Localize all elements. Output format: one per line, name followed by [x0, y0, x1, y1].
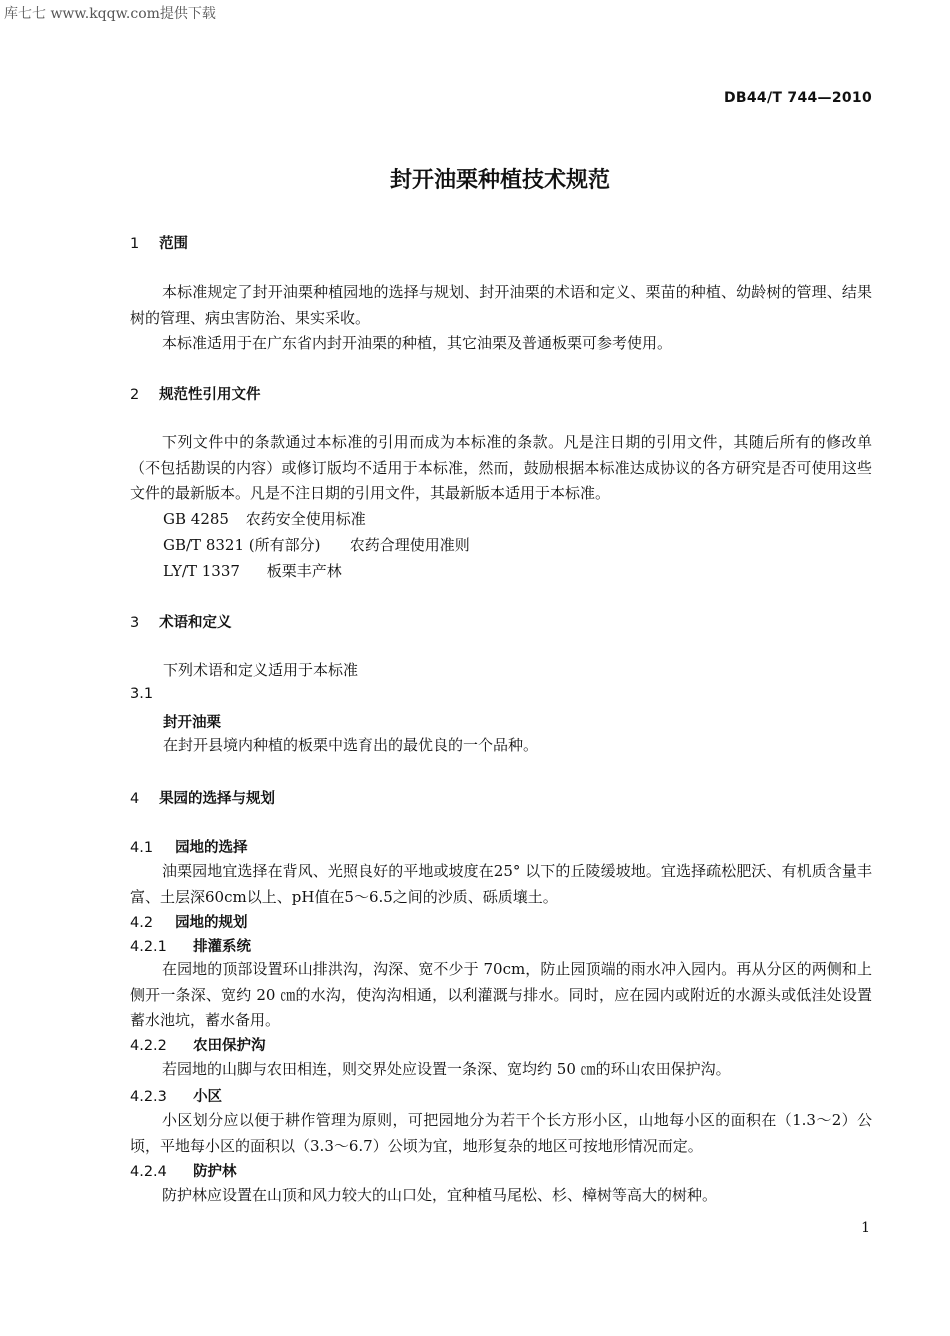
page-number: 1	[861, 1220, 870, 1236]
subsection-title: 园地的选择	[175, 840, 248, 856]
section-3-heading	[130, 611, 232, 632]
section-title: 范围	[159, 236, 189, 252]
subsection-number: 4.2.1	[130, 939, 167, 955]
subsection-title: 排灌系统	[193, 939, 252, 955]
reference-name: 农药合理使用准则	[349, 536, 470, 554]
term-definition: 在封开县境内种植的板栗中选育出的最优良的一个品种。	[163, 736, 539, 754]
section-number: 4	[130, 791, 140, 807]
paragraph: 本标准适用于在广东省内封开油栗的种植，其它油栗及普通板栗可参考使用。	[162, 334, 673, 352]
paragraph: 若园地的山脚与农田相连，则交界处应设置一条深、宽均约 50 ㎝的环山农田保护沟。	[162, 1060, 731, 1078]
watermark: 库七七 www.kqqw.com提供下载	[4, 6, 216, 22]
paragraph: 下列文件中的条款通过本标准的引用而成为本标准的条款。凡是注日期的引用文件，其随后所有的修改单（不包括勘误的内容）或修订版均不适用于本标准，然而，鼓励根据本标准达成协议的各方研究是否可使用这些文件的最新版本。凡是不注日期的引用文件，其最新版本适用于本标准。	[130, 433, 872, 502]
section-2-heading	[130, 383, 261, 404]
subsection-number: 4.2	[130, 915, 154, 931]
subsection-4-1-body	[130, 859, 872, 910]
section-title: 规范性引用文件	[159, 387, 261, 403]
subsection-title: 园地的规划	[175, 915, 248, 931]
reference-item	[163, 534, 470, 555]
subsection-title: 农田保护沟	[193, 1038, 266, 1054]
paragraph: 本标准规定了封开油栗种植园地的选择与规划、封开油栗的术语和定义、栗苗的种植、幼龄树的管理、结果树的管理、病虫害防治、果实采收。	[130, 283, 872, 327]
paragraph: 小区划分应以便于耕作管理为原则，可把园地分为若干个长方形小区，山地每小区的面积在（1.3～2）公顷，平地每小区的面积以（3.3～6.7）公顷为宜，地形复杂的地区可按地形情况而定。	[130, 1111, 872, 1155]
section-1-heading	[130, 232, 188, 253]
document-number: DB44/T 744—2010	[724, 90, 872, 106]
section-title: 术语和定义	[159, 615, 232, 631]
subsection-4-2-3-heading	[130, 1085, 222, 1106]
paragraph: 下列术语和定义适用于本标准	[163, 661, 359, 679]
section-number: 2	[130, 387, 140, 403]
reference-item	[163, 560, 342, 581]
subsection-4-2-3-body	[130, 1108, 872, 1159]
term-name: 封开油栗	[163, 715, 221, 731]
subsection-title: 小区	[193, 1089, 223, 1105]
subsection-4-2-4-body	[130, 1183, 872, 1209]
paragraph: 油栗园地宜选择在背风、光照良好的平地或坡度在25° 以下的丘陵缓坡地。宜选择疏松肥沃、有机质含量丰富、土层深60cm以上、pH值在5～6.5之间的沙质、砾质壤土。	[130, 862, 872, 906]
section-number: 3	[130, 615, 140, 631]
reference-code: LY/T 1337	[163, 562, 240, 580]
reference-code: GB 4285	[163, 510, 229, 528]
subsection-4-2-2-body	[130, 1057, 872, 1083]
subsection-4-1-heading	[130, 836, 248, 857]
section-1-body	[130, 280, 872, 357]
subsection-number: 4.2.2	[130, 1038, 167, 1054]
subsection-4-2-heading	[130, 911, 248, 932]
section-2-body	[130, 430, 872, 507]
document-title: 封开油栗种植技术规范	[389, 168, 610, 193]
subsection-4-2-1-heading	[130, 935, 251, 956]
reference-item	[163, 508, 366, 529]
subsection-number: 4.1	[130, 840, 154, 856]
term-number: 3.1	[130, 686, 154, 702]
reference-name: 板栗丰产林	[266, 562, 342, 580]
subsection-number: 4.2.4	[130, 1164, 167, 1180]
section-4-heading	[130, 787, 275, 808]
subsection-4-2-4-heading	[130, 1160, 237, 1181]
subsection-4-2-2-heading	[130, 1034, 266, 1055]
subsection-title: 防护林	[193, 1164, 237, 1180]
paragraph: 防护林应设置在山顶和风力较大的山口处，宜种植马尾松、杉、樟树等高大的树种。	[162, 1186, 718, 1204]
reference-code: GB/T 8321 (所有部分)	[163, 536, 321, 554]
reference-name: 农药安全使用标准	[245, 510, 366, 528]
section-title: 果园的选择与规划	[159, 791, 276, 807]
subsection-number: 4.2.3	[130, 1089, 167, 1105]
subsection-4-2-1-body	[130, 957, 872, 1034]
section-number: 1	[130, 236, 140, 252]
paragraph: 在园地的顶部设置环山排洪沟，沟深、宽不少于 70cm，防止园顶端的雨水冲入园内。再从分区的两侧和上侧开一条深、宽约 20 ㎝的水沟，使沟沟相通，以利灌溉与排水。同时，应在园内或附近的水源头或低洼处设置蓄水池坑，蓄水备用。	[130, 960, 872, 1029]
